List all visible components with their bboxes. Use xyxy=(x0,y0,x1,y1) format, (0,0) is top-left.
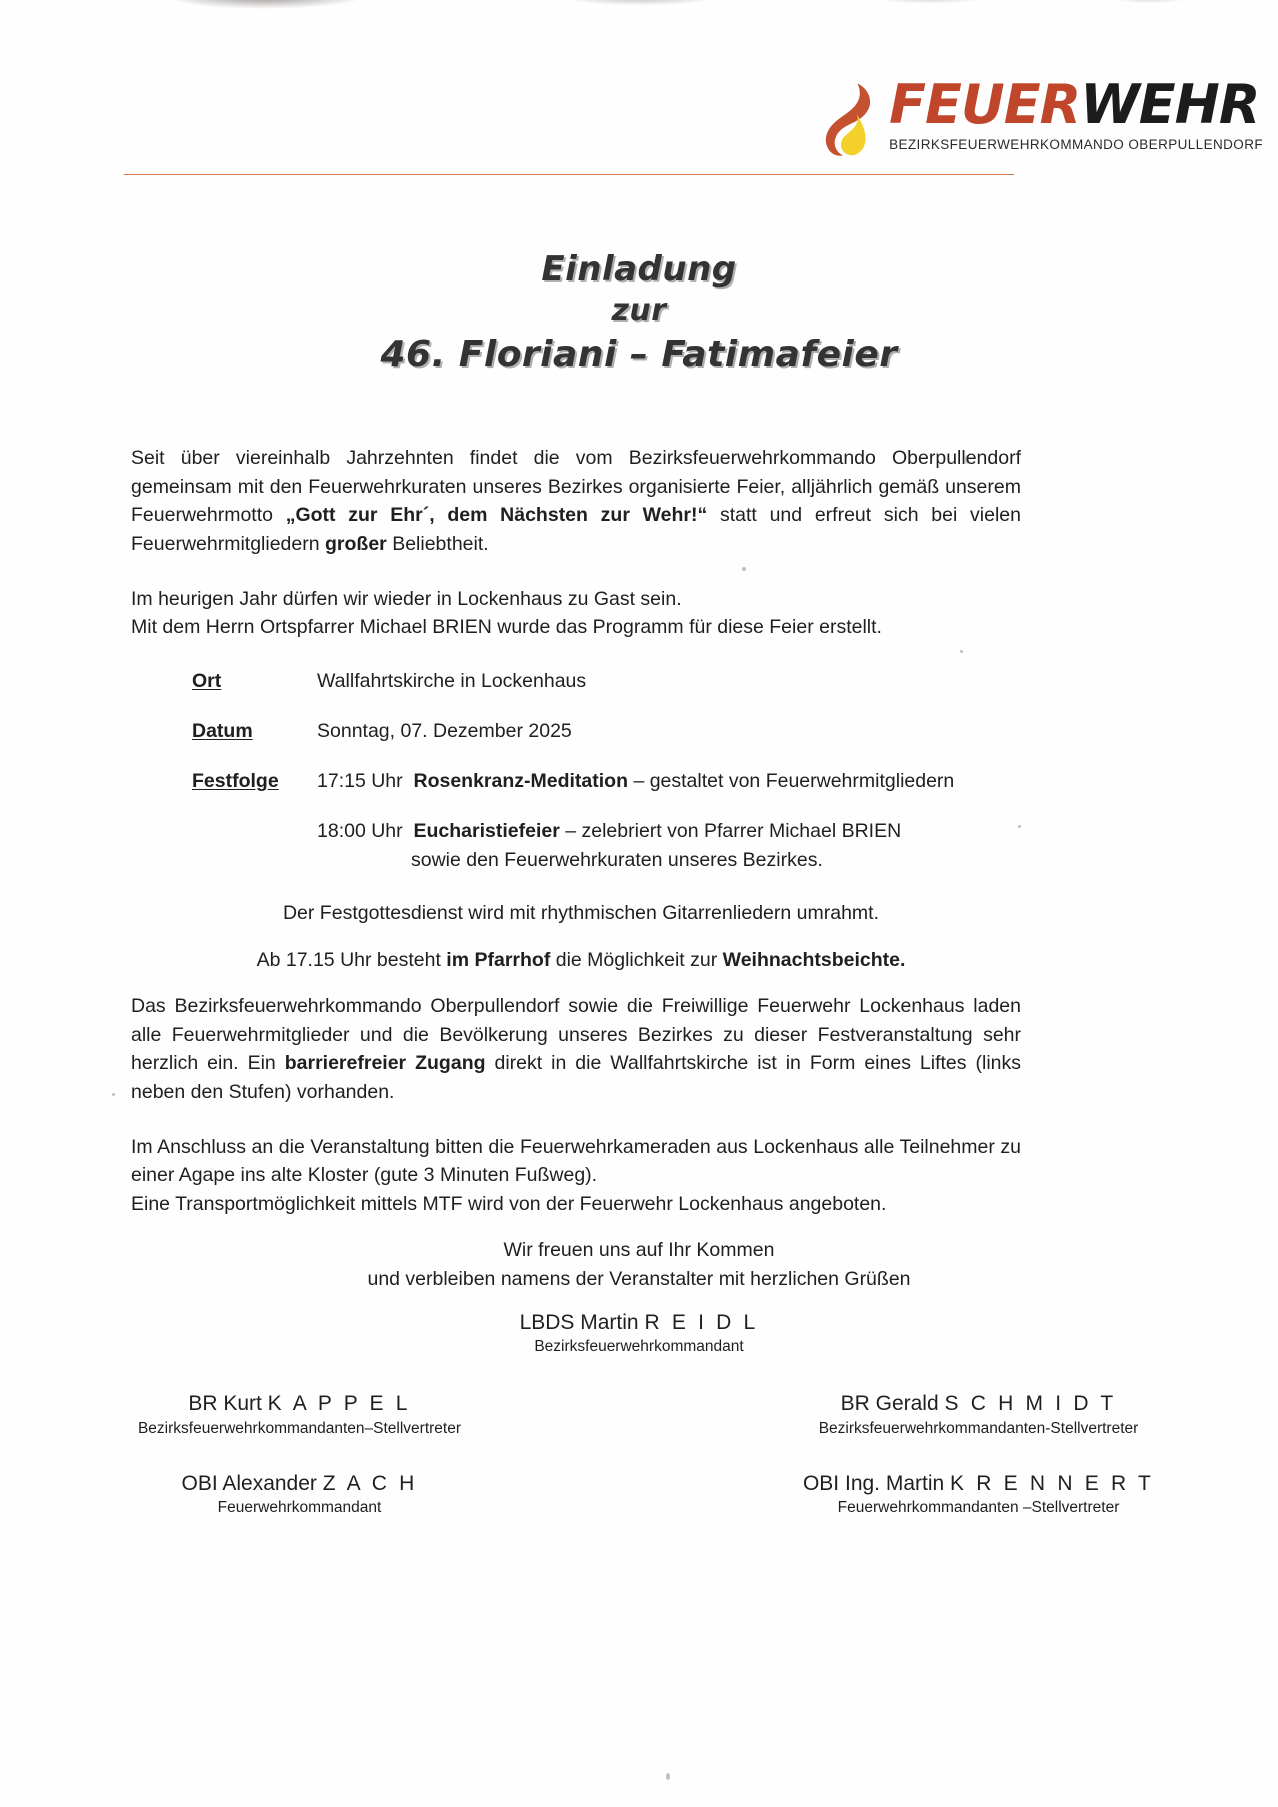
logo-text xyxy=(889,73,1263,152)
detail-row-ort xyxy=(131,670,1031,693)
lower-p3-part-a: Das Bezirksfeuerwehrkommando Oberpullendorf sowie die Freiwillige Feuerwehr Lockenhaus laden alle Feuerwehrmitglieder und die Bevölkerung unseres Bezirkes zu dieser Festveranstaltung sehr herzlich ein. Ein xyxy=(131,995,1021,1075)
signature-name-zach xyxy=(0,1471,599,1497)
lower-p4-main: Im Anschluss an die Veranstaltung bitten die Feuerwehrkameraden aus Lockenhaus alle Teilnehmer zu einer Agape ins alte Kloster (gute 3 Minuten Fußweg). xyxy=(131,1135,1021,1187)
beichte-ort: im Pfarrhof xyxy=(446,949,551,971)
lower-p3-part-b: direkt in die Wallfahrtskirche ist in Form eines Liftes (links neben den Stufen) vorhanden. xyxy=(131,1052,1022,1103)
detail-value-datum: Sonntag, 07. Dezember 2025 xyxy=(317,720,572,742)
reidl-rank: LBDS Martin xyxy=(519,1311,645,1334)
signature-krennert xyxy=(645,1471,1278,1518)
festfolge-1-time: 17:15 Uhr xyxy=(317,770,403,792)
flame-icon xyxy=(817,82,875,156)
festfolge-item-2 xyxy=(317,820,1031,843)
signature-row-2 xyxy=(0,1471,1278,1518)
signature-name-reidl xyxy=(0,1310,1278,1336)
intro-p1-part-b: statt und erfreut sich bei vielen Feuerwehrmitgliedern xyxy=(131,504,1021,555)
logo-subtitle: BEZIRKSFEUERWEHRKOMMANDO OBERPULLENDORF xyxy=(889,137,1263,152)
signature-name-kappel xyxy=(0,1391,599,1417)
krennert-surname: K R E N N E R T xyxy=(950,1471,1155,1495)
intro-p1-emphasis: großer xyxy=(325,532,387,555)
signature-schmidt xyxy=(645,1391,1278,1438)
note-gitarrenlieder: Der Festgottesdienst wird mit rhythmischen Gitarrenliedern umrahmt. xyxy=(282,902,880,924)
signature-row-1 xyxy=(0,1391,1278,1438)
signature-role-zach: Feuerwehrkommandant xyxy=(217,1499,382,1517)
feuerwehr-logo xyxy=(817,73,1263,156)
headline-block xyxy=(0,248,1278,378)
kappel-rank: BR Kurt xyxy=(188,1392,268,1416)
zach-rank: OBI Alexander xyxy=(181,1471,323,1495)
signature-kappel xyxy=(0,1391,645,1438)
beichte-part-b: die Möglichkeit zur xyxy=(550,949,723,971)
logo-word-feuer: FEUER xyxy=(889,73,1081,136)
detail-value-festfolge-1 xyxy=(317,770,1031,793)
scan-speck xyxy=(666,1773,670,1780)
logo-wordmark xyxy=(889,73,1260,136)
intro-section xyxy=(131,444,1021,668)
headline-event-title: 46. Floriani – Fatimafeier xyxy=(380,333,898,375)
intro-p1-part-a: Seit über viereinhalb Jahrzehnten findet die vom Bezirksfeuerwehrkommando Oberpullendorf gemeinsam mit den Feuerwehrkuraten unseres Bezirkes organisierte Feier, alljährlich gemäß unserem Feuerwehrmotto xyxy=(131,447,1021,527)
zach-surname: Z A C H xyxy=(322,1471,418,1495)
intro-p1-part-c: Beliebtheit. xyxy=(386,532,489,555)
schmidt-surname: S C H M I D T xyxy=(944,1392,1117,1416)
intro-p2-line-2: Mit dem Herrn Ortspfarrer Michael BRIEN wurde das Programm für diese Feier erstellt. xyxy=(131,616,882,639)
detail-row-festfolge xyxy=(131,770,1031,793)
schmidt-rank: BR Gerald xyxy=(840,1392,945,1416)
signature-zach xyxy=(0,1471,645,1518)
krennert-rank: OBI Ing. Martin xyxy=(802,1471,951,1495)
intro-p2-line-1: Im heurigen Jahr dürfen wir wieder in Lockenhaus zu Gast sein. xyxy=(131,587,682,610)
beichte-typ: Weihnachtsbeichte. xyxy=(722,949,906,971)
intro-paragraph-2 xyxy=(131,585,1021,642)
detail-row-datum xyxy=(131,720,1031,743)
signature-role-krennert: Feuerwehrkommandanten –Stellvertreter xyxy=(837,1499,1120,1517)
detail-label-festfolge: Festfolge xyxy=(192,770,279,792)
festfolge-2-rest: – zelebriert von Pfarrer Michael BRIEN xyxy=(565,820,902,842)
closing-line-1: Wir freuen uns auf Ihr Kommen xyxy=(503,1239,775,1261)
barrierefreier-zugang: barrierefreier Zugang xyxy=(284,1052,486,1075)
headline-einladung: Einladung xyxy=(541,249,737,289)
note-weihnachtsbeichte xyxy=(131,949,1031,972)
festfolge-item-2-line2: sowie den Feuerwehrkuraten unseres Bezirkes. xyxy=(411,849,823,871)
signature-role-kappel: Bezirksfeuerwehrkommandanten–Stellvertreter xyxy=(137,1419,462,1437)
scan-speck xyxy=(112,1093,115,1096)
festfolge-2-time: 18:00 Uhr xyxy=(317,820,403,842)
feuerwehr-motto: „Gott zur Ehr´, dem Nächsten zur Wehr!“ xyxy=(285,504,708,527)
event-details-block xyxy=(131,670,1031,972)
beichte-part-a: Ab 17.15 Uhr besteht xyxy=(256,949,447,971)
signature-name-krennert xyxy=(679,1471,1278,1497)
kappel-surname: K A P P E L xyxy=(267,1392,411,1416)
festfolge-1-rest: – gestaltet von Feuerwehrmitgliedern xyxy=(633,770,955,792)
lower-paragraph-2 xyxy=(131,1133,1021,1219)
signature-role-reidl: Bezirksfeuerwehrkommandant xyxy=(534,1338,744,1356)
lower-paragraph-1 xyxy=(131,992,1021,1107)
closing-line-2: und verbleiben namens der Veranstalter mit herzlichen Grüßen xyxy=(367,1268,911,1291)
detail-label-ort: Ort xyxy=(192,670,222,692)
logo-word-wehr: WEHR xyxy=(1080,73,1260,136)
signature-role-schmidt: Bezirksfeuerwehrkommandanten-Stellvertreter xyxy=(818,1419,1139,1437)
signature-name-schmidt xyxy=(679,1391,1278,1417)
document-header xyxy=(0,73,1278,188)
signature-block xyxy=(0,1310,1278,1550)
detail-value-ort: Wallfahrtskirche in Lockenhaus xyxy=(317,670,587,692)
headline-zur: zur xyxy=(611,292,667,328)
festfolge-1-title: Rosenkranz-Meditation xyxy=(413,770,629,792)
festfolge-2-title: Eucharistiefeier xyxy=(413,820,560,842)
lower-p4-line-2: Eine Transportmöglichkeit mittels MTF wird von der Feuerwehr Lockenhaus angeboten. xyxy=(131,1192,887,1215)
intro-paragraph-1 xyxy=(131,444,1021,559)
scan-artifact-top xyxy=(0,0,1278,26)
reidl-surname: R E I D L xyxy=(644,1311,759,1334)
signature-commander xyxy=(0,1310,1278,1357)
detail-label-datum: Datum xyxy=(192,720,253,742)
header-divider-rule xyxy=(124,174,1014,175)
lower-section xyxy=(131,992,1021,1245)
closing-greeting xyxy=(0,1236,1278,1295)
